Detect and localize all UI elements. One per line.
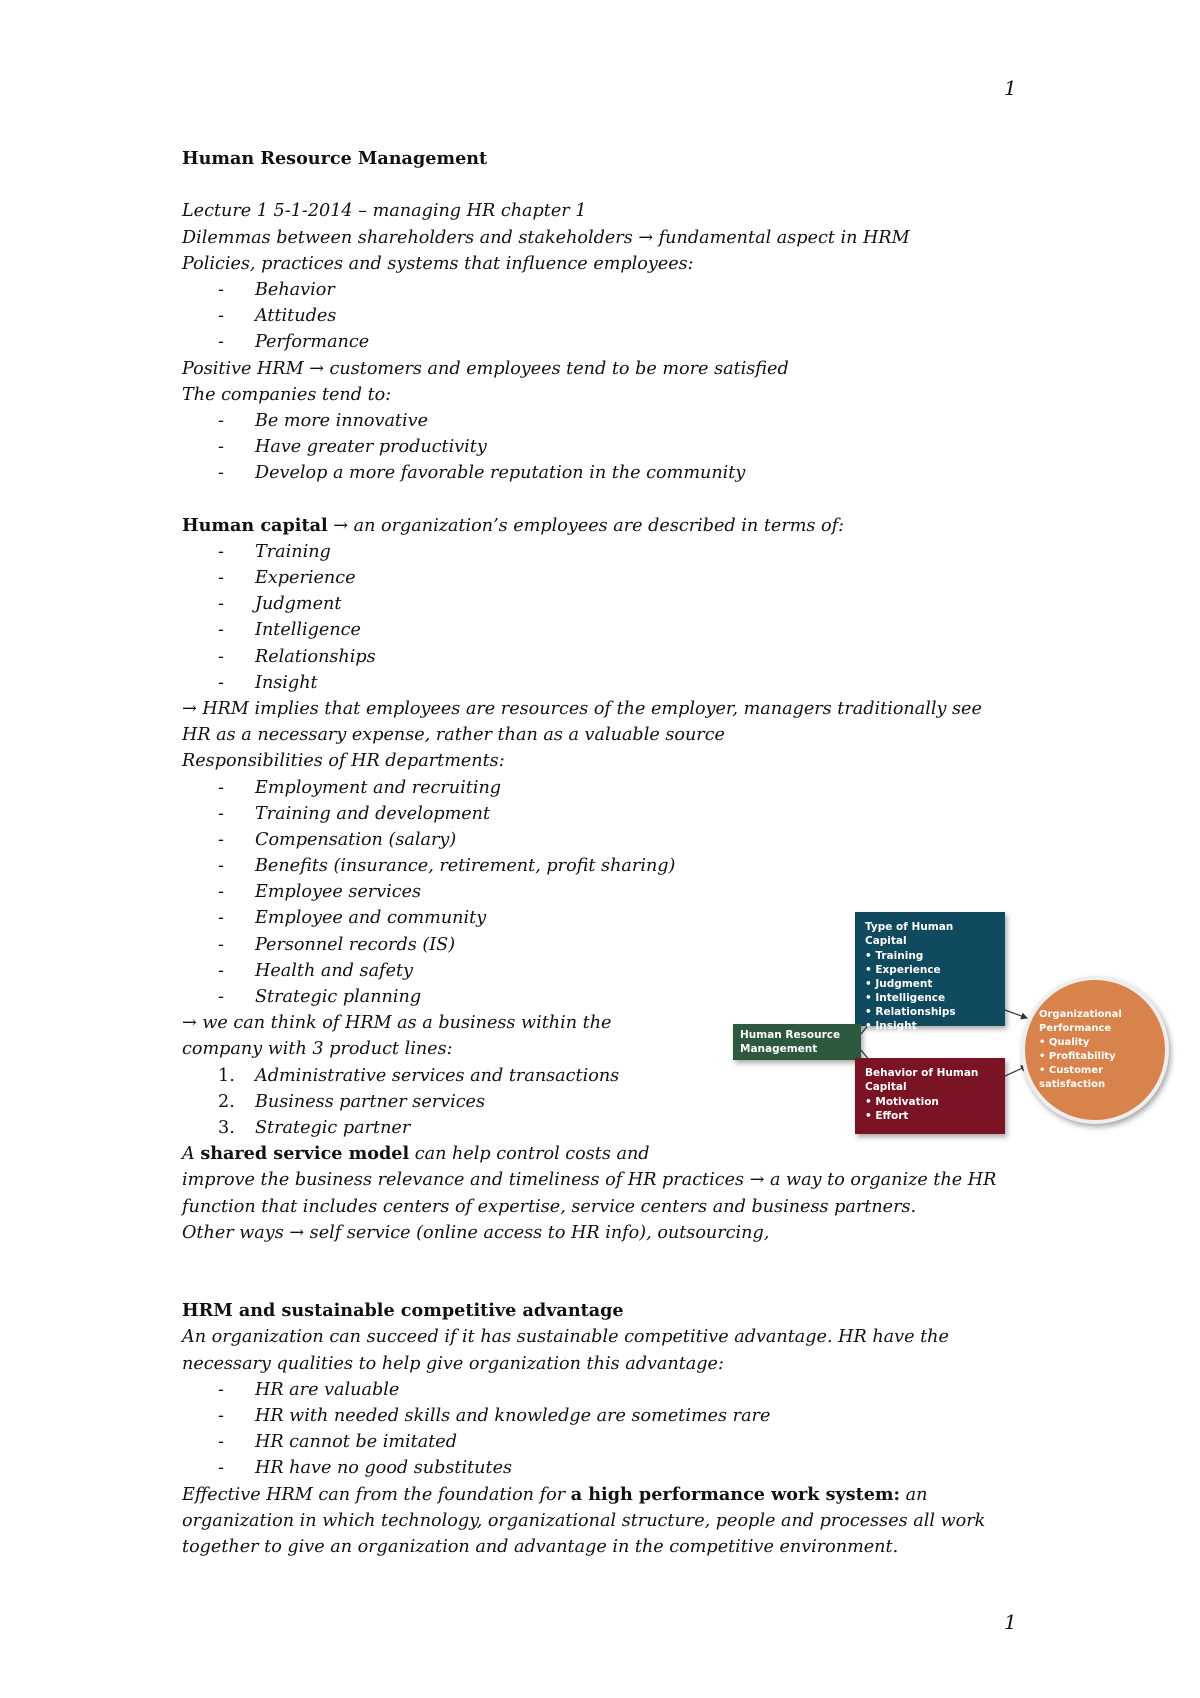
list-item: - HR are valuable [218,1379,400,1400]
list-item: - Be more innovative [218,410,428,431]
high-performance-term: a high performance work system: [570,1483,901,1505]
list-item: - HR with needed skills and knowledge are sometimes rare [218,1406,771,1426]
list-item: - Benefits (insurance, retirement, profit sharing) [218,856,676,877]
list-item: - Behavior [218,279,335,300]
shared-service-term: shared service model [200,1143,410,1165]
human-capital-line: Human capital → an organization’s employees are described in terms of: [182,514,845,536]
type-of-human-capital-box: Type of Human Capital • Training • Experience • Judgment • Intelligence • Relationships • Insight [855,912,1005,1026]
shared-service-line-1: A shared service model can help control costs and [182,1143,650,1165]
responsibilities-heading: Responsibilities of HR departments: [182,751,505,772]
list-item: 2. Business partner services [218,1091,485,1112]
list-item: - Experience [218,568,356,588]
list-item: - Intelligence [218,620,361,641]
shared-service-line-2: improve the business relevance and timeliness of HR practices → a way to organize the HR [182,1170,997,1191]
list-item: - Have greater productivity [218,437,487,458]
document-body [182,146,1042,1560]
policies-line: Policies, practices and systems that influence employees: [182,253,694,274]
list-item: - Training and development [218,803,491,824]
companies-tend-line: The companies tend to: [182,384,392,405]
list-item: - Employee services [218,882,422,903]
hrm-diagram [733,906,1173,1156]
list-item: - Health and safety [218,960,413,981]
organizational-performance-circle: Organizational Performance • Quality • Profitability • Customer satisfaction [1021,976,1169,1124]
list-item: - Develop a more favorable reputation in the community [218,463,746,484]
page-number-bottom: 1 [1004,1610,1017,1634]
list-item: - Employment and recruiting [218,777,502,798]
list-item: - HR have no good substitutes [218,1458,513,1479]
business-line-2: company with 3 product lines: [182,1039,453,1060]
behavior-of-human-capital-box: Behavior of Human Capital • Motivation • Effort [855,1058,1005,1134]
high-performance-line-3: together to give an organization and advantage in the competitive environment. [182,1536,899,1557]
business-line-1: → we can think of HRM as a business within the [182,1013,612,1034]
human-resource-management-box: Human Resource Management [733,1024,861,1060]
sustainable-line-2: necessary qualities to help give organization this advantage: [182,1353,724,1374]
list-item: - Compensation (salary) [218,829,457,850]
sustainable-line-1: An organization can succeed if it has sustainable competitive advantage. HR have the [182,1327,949,1348]
shared-service-line-3: function that includes centers of expertise, service centers and business partners. [182,1196,917,1217]
positive-hrm-line: Positive HRM → customers and employees tend to be more satisfied [182,358,789,379]
sustainable-heading: HRM and sustainable competitive advantage [182,1300,624,1322]
lecture-heading: Lecture 1 5-1-2014 – managing HR chapter 1 [182,201,587,222]
list-item: - Training [218,541,331,562]
list-item: - Relationships [218,646,376,667]
dilemmas-line: Dilemmas between shareholders and stakeholders → fundamental aspect in HRM [182,227,910,248]
list-item: - Employee and community [218,908,487,929]
list-item: - Performance [218,332,370,353]
list-item: - Personnel records (IS) [218,934,456,955]
list-item: - Strategic planning [218,987,422,1007]
list-item: - Attitudes [218,306,337,327]
human-capital-term: Human capital [182,514,328,536]
implication-line-1: → HRM implies that employees are resources of the employer, managers traditionally see [182,698,982,719]
implication-line-2: HR as a necessary expense, rather than as a valuable source [182,725,725,746]
page-number-top: 1 [1004,76,1017,100]
high-performance-line-2: organization in which technology, organizational structure, people and processes all work [182,1510,986,1531]
list-item: - Judgment [218,594,342,615]
other-ways-line: Other ways → self service (online access to HR info), outsourcing, [182,1222,770,1243]
list-item: 1. Administrative services and transactions [218,1065,620,1086]
list-item: - Insight [218,672,318,693]
document-title: Human Resource Management [182,148,488,169]
list-item: - HR cannot be imitated [218,1432,457,1453]
high-performance-line-1: Effective HRM can from the foundation for a high performance work system: an [182,1483,928,1505]
list-item: 3. Strategic partner [218,1117,411,1138]
